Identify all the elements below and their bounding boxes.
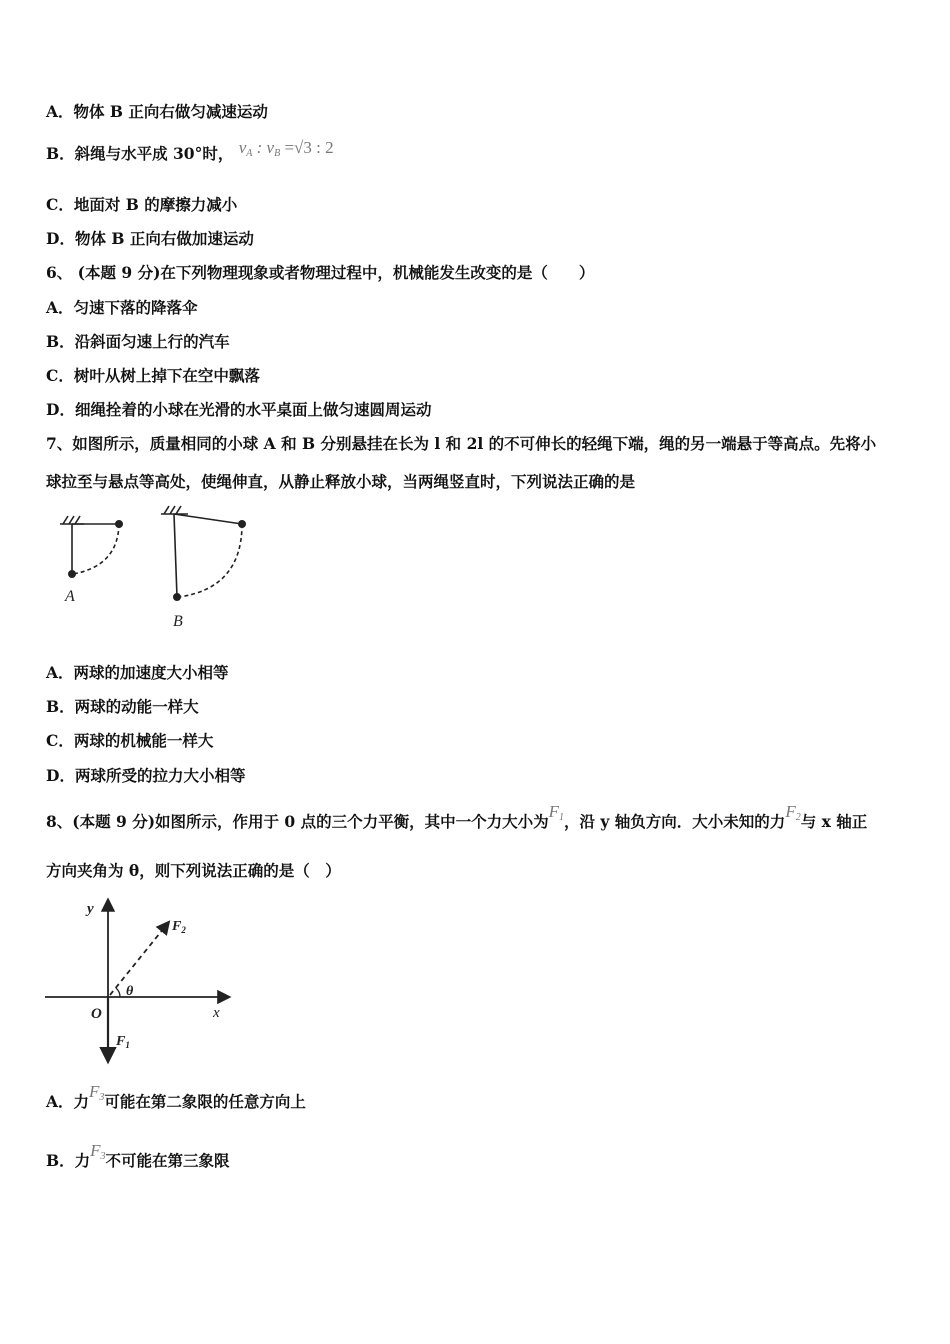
q8-stem-part1: 8、(本题 9 分)如图所示，作用于 0 点的三个力平衡，其中一个力大小为 bbox=[46, 812, 549, 831]
formula-colon: : v bbox=[252, 138, 275, 157]
f3-sub: 3 bbox=[100, 1151, 106, 1162]
pendulum-a-arc bbox=[73, 524, 119, 574]
q8-option-b bbox=[46, 1141, 230, 1177]
f2-letter: F bbox=[785, 802, 796, 821]
q8-option-b-f3 bbox=[90, 1141, 105, 1160]
q6-option-b: B．沿斜面匀速上行的汽车 bbox=[46, 332, 230, 351]
q7-pendulum-figure bbox=[46, 500, 276, 635]
f1-letter: F bbox=[548, 802, 559, 821]
q8-option-a-prefix: A．力 bbox=[46, 1092, 90, 1111]
axis-label-x: x bbox=[213, 1005, 220, 1021]
ball-a-start bbox=[116, 521, 122, 527]
hatch bbox=[69, 516, 74, 524]
label-f1-letter: F bbox=[116, 1034, 126, 1049]
ball-b bbox=[174, 594, 180, 600]
hatch bbox=[170, 506, 175, 514]
axis-label-y: y bbox=[87, 901, 94, 917]
q7-option-c: C．两球的机械能一样大 bbox=[46, 731, 214, 750]
q8-f1-symbol bbox=[549, 802, 564, 821]
q8-stem-line1 bbox=[46, 802, 868, 838]
q6-option-d: D．细绳拴着的小球在光滑的水平桌面上做匀速圆周运动 bbox=[46, 400, 432, 419]
f3-sub: 3 bbox=[99, 1092, 105, 1103]
theta-label: θ bbox=[126, 984, 134, 999]
q5-option-a: A．物体 B 正向右做匀减速运动 bbox=[46, 102, 268, 121]
q8-option-b-text: 不可能在第三象限 bbox=[105, 1151, 230, 1170]
label-b: B bbox=[173, 613, 183, 630]
q8-stem-part3: 与 x 轴正 bbox=[800, 812, 868, 831]
label-f1-sub: 1 bbox=[125, 1040, 130, 1050]
pendulum-b-arc bbox=[179, 524, 242, 597]
origin-label: O bbox=[91, 1006, 102, 1022]
ball-b-start bbox=[239, 521, 245, 527]
hatch bbox=[164, 506, 169, 514]
pendulum-b-rope-horizontal bbox=[174, 514, 242, 524]
label-f2 bbox=[171, 919, 186, 935]
q7-stem-line2: 球拉至与悬点等高处，使绳伸直，从静止释放小球，当两绳竖直时，下列说法正确的是 bbox=[46, 472, 636, 491]
q7-option-a: A．两球的加速度大小相等 bbox=[46, 663, 229, 682]
label-f2-sub: 2 bbox=[181, 925, 186, 935]
q8-option-b-prefix: B．力 bbox=[46, 1151, 91, 1170]
formula-sub-b: B bbox=[274, 148, 281, 159]
label-f2-letter: F bbox=[172, 919, 182, 934]
theta-arc bbox=[116, 988, 120, 997]
formula-sub-a: A bbox=[246, 148, 253, 159]
q8-option-a-f3 bbox=[89, 1082, 104, 1101]
formula-v: v bbox=[238, 138, 247, 157]
ball-a bbox=[69, 571, 75, 577]
q8-force-diagram bbox=[40, 893, 240, 1068]
q8-stem-line2: 方向夹角为 θ，则下列说法正确的是（ ） bbox=[46, 861, 341, 880]
f1-sub: 1 bbox=[559, 812, 564, 823]
hatch bbox=[176, 506, 181, 514]
hatch bbox=[75, 516, 80, 524]
q5-option-d: D．物体 B 正向右做加速运动 bbox=[46, 229, 254, 248]
f2-sub: 2 bbox=[795, 812, 801, 823]
q5-option-b bbox=[46, 138, 334, 170]
q8-f2-symbol bbox=[785, 802, 800, 821]
q6-option-a: A．匀速下落的降落伞 bbox=[46, 298, 198, 317]
f3-letter: F bbox=[90, 1141, 101, 1160]
q8-stem-part2: ，沿 y 轴负方向．大小未知的力 bbox=[564, 812, 786, 831]
q5-option-b-prefix: B．斜绳与水平成 30°时， bbox=[46, 144, 234, 163]
f3-letter: F bbox=[89, 1082, 100, 1101]
label-f1 bbox=[115, 1034, 130, 1050]
q7-option-b: B．两球的动能一样大 bbox=[46, 697, 199, 716]
q6-option-c: C．树叶从树上掉下在空中飘落 bbox=[46, 366, 260, 385]
q6-stem: 6、 (本题 9 分)在下列物理现象或者物理过程中，机械能发生改变的是（ ） bbox=[46, 263, 595, 282]
q5-option-c: C．地面对 B 的摩擦力减小 bbox=[46, 195, 238, 214]
pendulum-b-rope-vertical bbox=[174, 514, 177, 597]
q8-option-a bbox=[46, 1082, 306, 1118]
q5-option-b-formula bbox=[239, 138, 334, 157]
q8-option-a-text: 可能在第二象限的任意方向上 bbox=[104, 1092, 306, 1111]
q7-stem-line1: 7、如图所示，质量相同的小球 A 和 B 分别悬挂在长为 l 和 2l 的不可伸长的轻绳下端，绳的另一端悬于等高点。先将小 bbox=[46, 434, 877, 453]
label-a: A bbox=[65, 588, 75, 605]
force-f2-arrow bbox=[110, 923, 168, 995]
pendulum-a bbox=[60, 516, 122, 577]
hatch bbox=[63, 516, 68, 524]
pendulum-b bbox=[161, 506, 245, 600]
q7-option-d: D．两球所受的拉力大小相等 bbox=[46, 766, 246, 785]
formula-ratio: =√3 : 2 bbox=[280, 138, 334, 157]
